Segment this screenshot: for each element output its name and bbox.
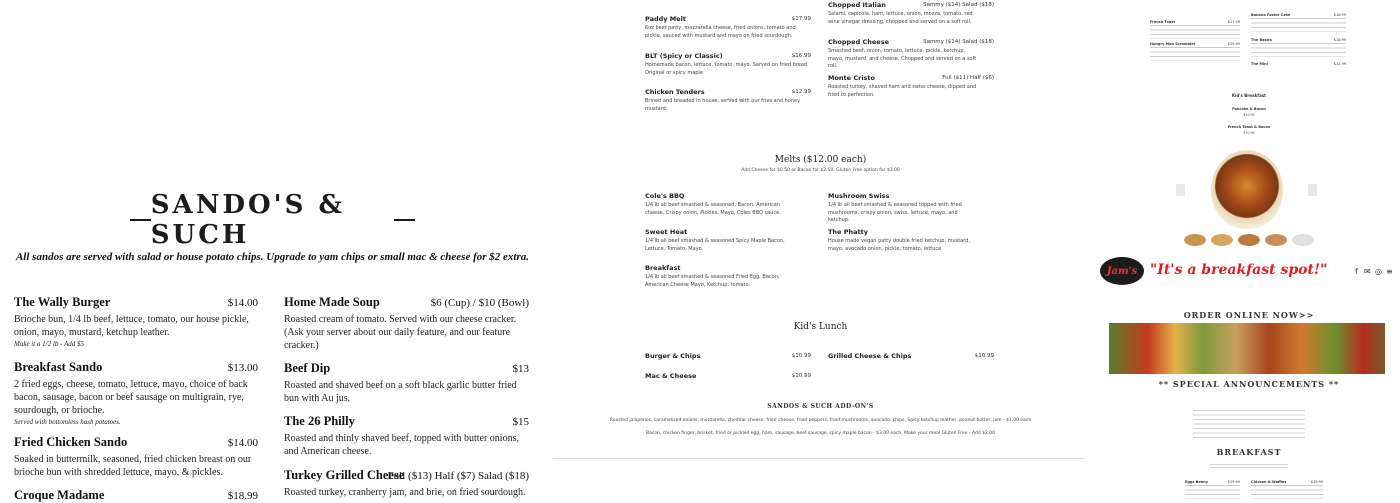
section-title-text: SANDO'S & SUCH	[150, 190, 345, 250]
item-desc-lines	[1251, 18, 1346, 32]
item-name: Banana Foster Cake	[1251, 13, 1291, 17]
list-item	[1185, 480, 1240, 499]
breakfast-page-preview	[1098, 0, 1400, 500]
item-price: $14.00	[227, 437, 258, 449]
melts-subtitle: Add Cheese for $0.50 or Bacon for $2.50. Gluten Free option for $3.00	[741, 168, 900, 173]
featured-food-image	[1211, 150, 1283, 230]
addons-title: SANDOS & SUCH ADD-ON'S	[767, 403, 874, 410]
item-note: Make it a 1/2 lb - Add $5	[14, 340, 85, 348]
tagline: "It's a breakfast spot!"	[1150, 262, 1328, 278]
kids-breakfast-title: Kid's Breakfast	[1231, 93, 1267, 98]
item-name: Chicken & Waffles	[1251, 480, 1287, 484]
thumbnail[interactable]	[1211, 234, 1233, 246]
item-name: Turkey Grilled Cheese	[284, 468, 405, 482]
kb-item-price: $10.99	[1243, 131, 1255, 135]
item-price: $12.99	[1333, 62, 1346, 66]
list-item	[1251, 480, 1323, 499]
item-desc: Roasted turkey, shaved ham and swiss cheese, dipped and fried to perfection.	[828, 84, 977, 98]
item-name: Paddy Melt	[645, 15, 686, 23]
item-desc: 1/4 lb all beef smashed & seasoned Spicy Maple Bacon, Lettuce, Tomato, Mayo.	[645, 238, 785, 252]
item-name: Home Made Soup	[284, 295, 380, 309]
item-desc-lines	[1251, 43, 1346, 57]
food-banner-image	[1109, 323, 1385, 374]
item-price: $13	[512, 363, 529, 375]
item-desc-lines	[1185, 485, 1240, 499]
item-price: Full ($13) Half ($7) Salad ($18)	[387, 470, 529, 482]
breakfast-subtitle	[1210, 464, 1288, 470]
instagram-icon[interactable]: ◎	[1375, 267, 1382, 276]
item-name: Chopped Italian	[828, 1, 886, 9]
melts-menu-section	[553, 0, 1088, 500]
order-online-link[interactable]: ORDER ONLINE NOW>>	[1183, 310, 1315, 320]
item-name: Burger & Chips	[645, 352, 701, 360]
thumbnail[interactable]	[1292, 234, 1314, 246]
item-name: Fried Chicken Sando	[14, 435, 128, 449]
item-price: $6 (Cup) / $10 (Bowl)	[430, 297, 529, 309]
item-desc: 1/4 lb all beef smashed & seasoned Fried Egg, Bacon, American Cheese Mayo, Ketchup, tomato.	[645, 274, 780, 288]
item-name: Breakfast Sando	[14, 360, 103, 374]
item-price: $18.99	[1333, 38, 1346, 42]
item-name: Hungry Man Scrambler	[1150, 42, 1196, 46]
kids-lunch-title: Kid's Lunch	[793, 322, 848, 332]
item-desc: Smashed beef, onion, tomato, lettuce, pickle, ketchup, mayo, mustard, and cheese. Chopped and served on a soft roll.	[828, 48, 977, 69]
item-name: Grilled Cheese & Chips	[828, 352, 912, 360]
sandos-menu-section	[0, 0, 545, 500]
item-price: $13.00	[227, 362, 258, 374]
menu-item	[645, 264, 795, 289]
item-name: Mac & Cheese	[645, 372, 697, 380]
item-price: $16.99	[791, 53, 811, 59]
menu-item	[645, 228, 795, 253]
item-desc-lines	[1150, 47, 1240, 61]
item-note: Served with bottomless hash potatoes.	[14, 418, 121, 426]
menu-item	[828, 228, 978, 253]
item-name: The Mini	[1251, 62, 1268, 66]
item-desc: Brioche bun, 1/4 lb beef, lettuce, tomato, our house pickle, onion, mayo, mustard, ketchup leather.	[14, 314, 249, 338]
item-name: Chopped Cheese	[828, 38, 889, 46]
announcement-text	[1193, 410, 1305, 438]
item-price: $19.99	[1227, 42, 1240, 46]
item-desc: Roasted turkey, cranberry jam, and brie, on fried sourdough.	[284, 487, 526, 498]
item-desc: 1/4 lb all beef smashed & seasoned, Bacon, American cheese, Crispy onion, Pickles, Mayo, Coles BBQ sauce.	[645, 202, 781, 216]
item-price: $16.99	[1333, 13, 1346, 17]
item-desc: 6oz beef patty, mozzarella cheese, fried onions, tomato and pickle, sauced with mustard and mayo on fried sourdough.	[645, 25, 796, 39]
section-title	[130, 190, 415, 250]
site-logo[interactable]: Jam's	[1100, 257, 1144, 285]
item-name: Cole's BBQ	[645, 192, 685, 200]
item-name: Sweet Heat	[645, 228, 688, 236]
item-name: Eggs Benny	[1185, 480, 1209, 484]
item-price: $15	[512, 416, 529, 428]
item-name: French Toast	[1150, 20, 1175, 24]
list-item	[1251, 13, 1346, 32]
item-price: Sammy ($14) Salad ($18)	[923, 2, 994, 8]
kb-item-name: Pancake & Bacon	[1232, 107, 1266, 111]
item-price: Sammy ($14) Salad ($18)	[923, 39, 994, 45]
list-item	[1150, 20, 1240, 39]
item-desc: Salami, capicola, ham, lettuce, onion, mozza, tomato, red wine vinegar dressing, chopped and served on a soft roll.	[828, 11, 973, 25]
addons-line: Roasted jalapenos, caramelized onions, mozzarella, cheddar cheese, fried cheese, fried peppers, fried mushrooms, avocado, chips, Spicy ketchup leather, peanut butter, jam - $1.00 each	[609, 418, 1032, 423]
item-price: $17.99	[1227, 20, 1240, 24]
item-desc: 1/4 lb all beef smashed & seasoned topped with fried mushrooms, crispy onion, swiss, lettuce, mayo, and ketchup.	[828, 202, 962, 223]
item-name: The Wally Burger	[14, 295, 111, 309]
item-price: $12.99	[791, 89, 811, 95]
breakfast-title: BREAKFAST	[1216, 447, 1282, 457]
item-desc: Brined and breaded in house, served with our fries and honey mustard.	[645, 98, 801, 112]
item-price: $18.99	[227, 490, 258, 502]
carousel-prev-button[interactable]	[1176, 184, 1185, 196]
carousel-thumbnails	[1184, 234, 1314, 248]
menu-item	[828, 192, 978, 225]
special-announcements-title: ** SPECIAL ANNOUNCEMENTS **	[1158, 379, 1340, 389]
item-price: $14.00	[227, 297, 258, 309]
thumbnail[interactable]	[1265, 234, 1287, 246]
addons-line: Bacon, chicken finger, brisket, fried or pickled egg, ham, sausage, beef sausage, spicy maple bacon - $3.00 each. Make your meal Gluten Free - Add $2.00	[645, 431, 995, 436]
item-name: Mushroom Swiss	[828, 192, 890, 200]
menu-item	[645, 192, 795, 217]
item-price: Full ($11) Half ($6)	[942, 75, 994, 81]
list-item	[1251, 62, 1346, 66]
item-name: The Phatty	[828, 228, 868, 236]
menu-icon[interactable]: ≡	[1386, 267, 1393, 276]
section-subtitle: All sandos are served with salad or house potato chips. Upgrade to yam chips or small mac & cheese for $2 extra.	[15, 251, 530, 263]
item-price: $10.99	[791, 353, 811, 359]
facebook-icon[interactable]: f	[1355, 267, 1358, 276]
item-name: Monte Cristo	[828, 74, 875, 82]
item-price: $17.99	[791, 16, 811, 22]
item-name: Chicken Tenders	[645, 88, 705, 96]
item-name: The Basics	[1251, 38, 1272, 42]
item-desc: 2 fried eggs, cheese, tomato, lettuce, mayo, choice of back bacon, sausage, bacon or beef sausage on multigrain, rye, sourdough, or brioche.	[14, 379, 248, 416]
kb-item-name: French Toast & Bacon	[1227, 125, 1271, 129]
kb-item-price: $10.99	[1243, 113, 1255, 117]
title-rule-left	[130, 219, 151, 221]
list-item	[1150, 42, 1240, 61]
item-price: $10.99	[791, 373, 811, 379]
item-desc: House made vegan patty double fried ketchup, mustard, mayo, avocado onion, pickle, tomato, lettuce.	[828, 238, 971, 252]
item-price: $19.99	[1227, 480, 1240, 484]
item-name: Croque Madame	[14, 488, 105, 502]
item-desc: Soaked in buttermilk, seasoned, fried chicken breast on our brioche bun with shredded lettuce, mayo, & pickles.	[14, 454, 252, 478]
carousel-next-button[interactable]	[1308, 184, 1317, 196]
item-desc-lines	[1150, 25, 1240, 39]
title-rule-right	[394, 219, 415, 221]
item-name: Breakfast	[645, 264, 681, 272]
thumbnail[interactable]	[1238, 234, 1260, 246]
thumbnail[interactable]	[1184, 234, 1206, 246]
item-name: The 26 Philly	[284, 414, 355, 428]
list-item	[1251, 38, 1346, 57]
item-price: $10.99	[974, 353, 994, 359]
item-price: $19.99	[1310, 480, 1323, 484]
item-desc-lines	[1251, 485, 1323, 499]
item-desc: Roasted cream of tomato. Served with our cheese cracker. (Ask your server about our daily feature, and our feature cracker.)	[284, 314, 517, 351]
item-desc: Roasted and shaved beef on a soft black garlic butter fried bun with Au jus.	[284, 380, 517, 404]
divider	[553, 458, 1085, 459]
item-name: Beef Dip	[284, 361, 331, 375]
melts-title: Melts ($12.00 each)	[774, 155, 867, 165]
email-icon[interactable]: ✉	[1364, 267, 1371, 276]
item-desc: Homemade bacon, lettuce, tomato, mayo. Served on fried bread. Original or spicy maple	[645, 62, 809, 76]
item-desc: Roasted and thinly shaved beef, topped with butter onions, and American cheese.	[284, 433, 519, 457]
item-name: BLT (Spicy or Classic)	[645, 52, 723, 60]
